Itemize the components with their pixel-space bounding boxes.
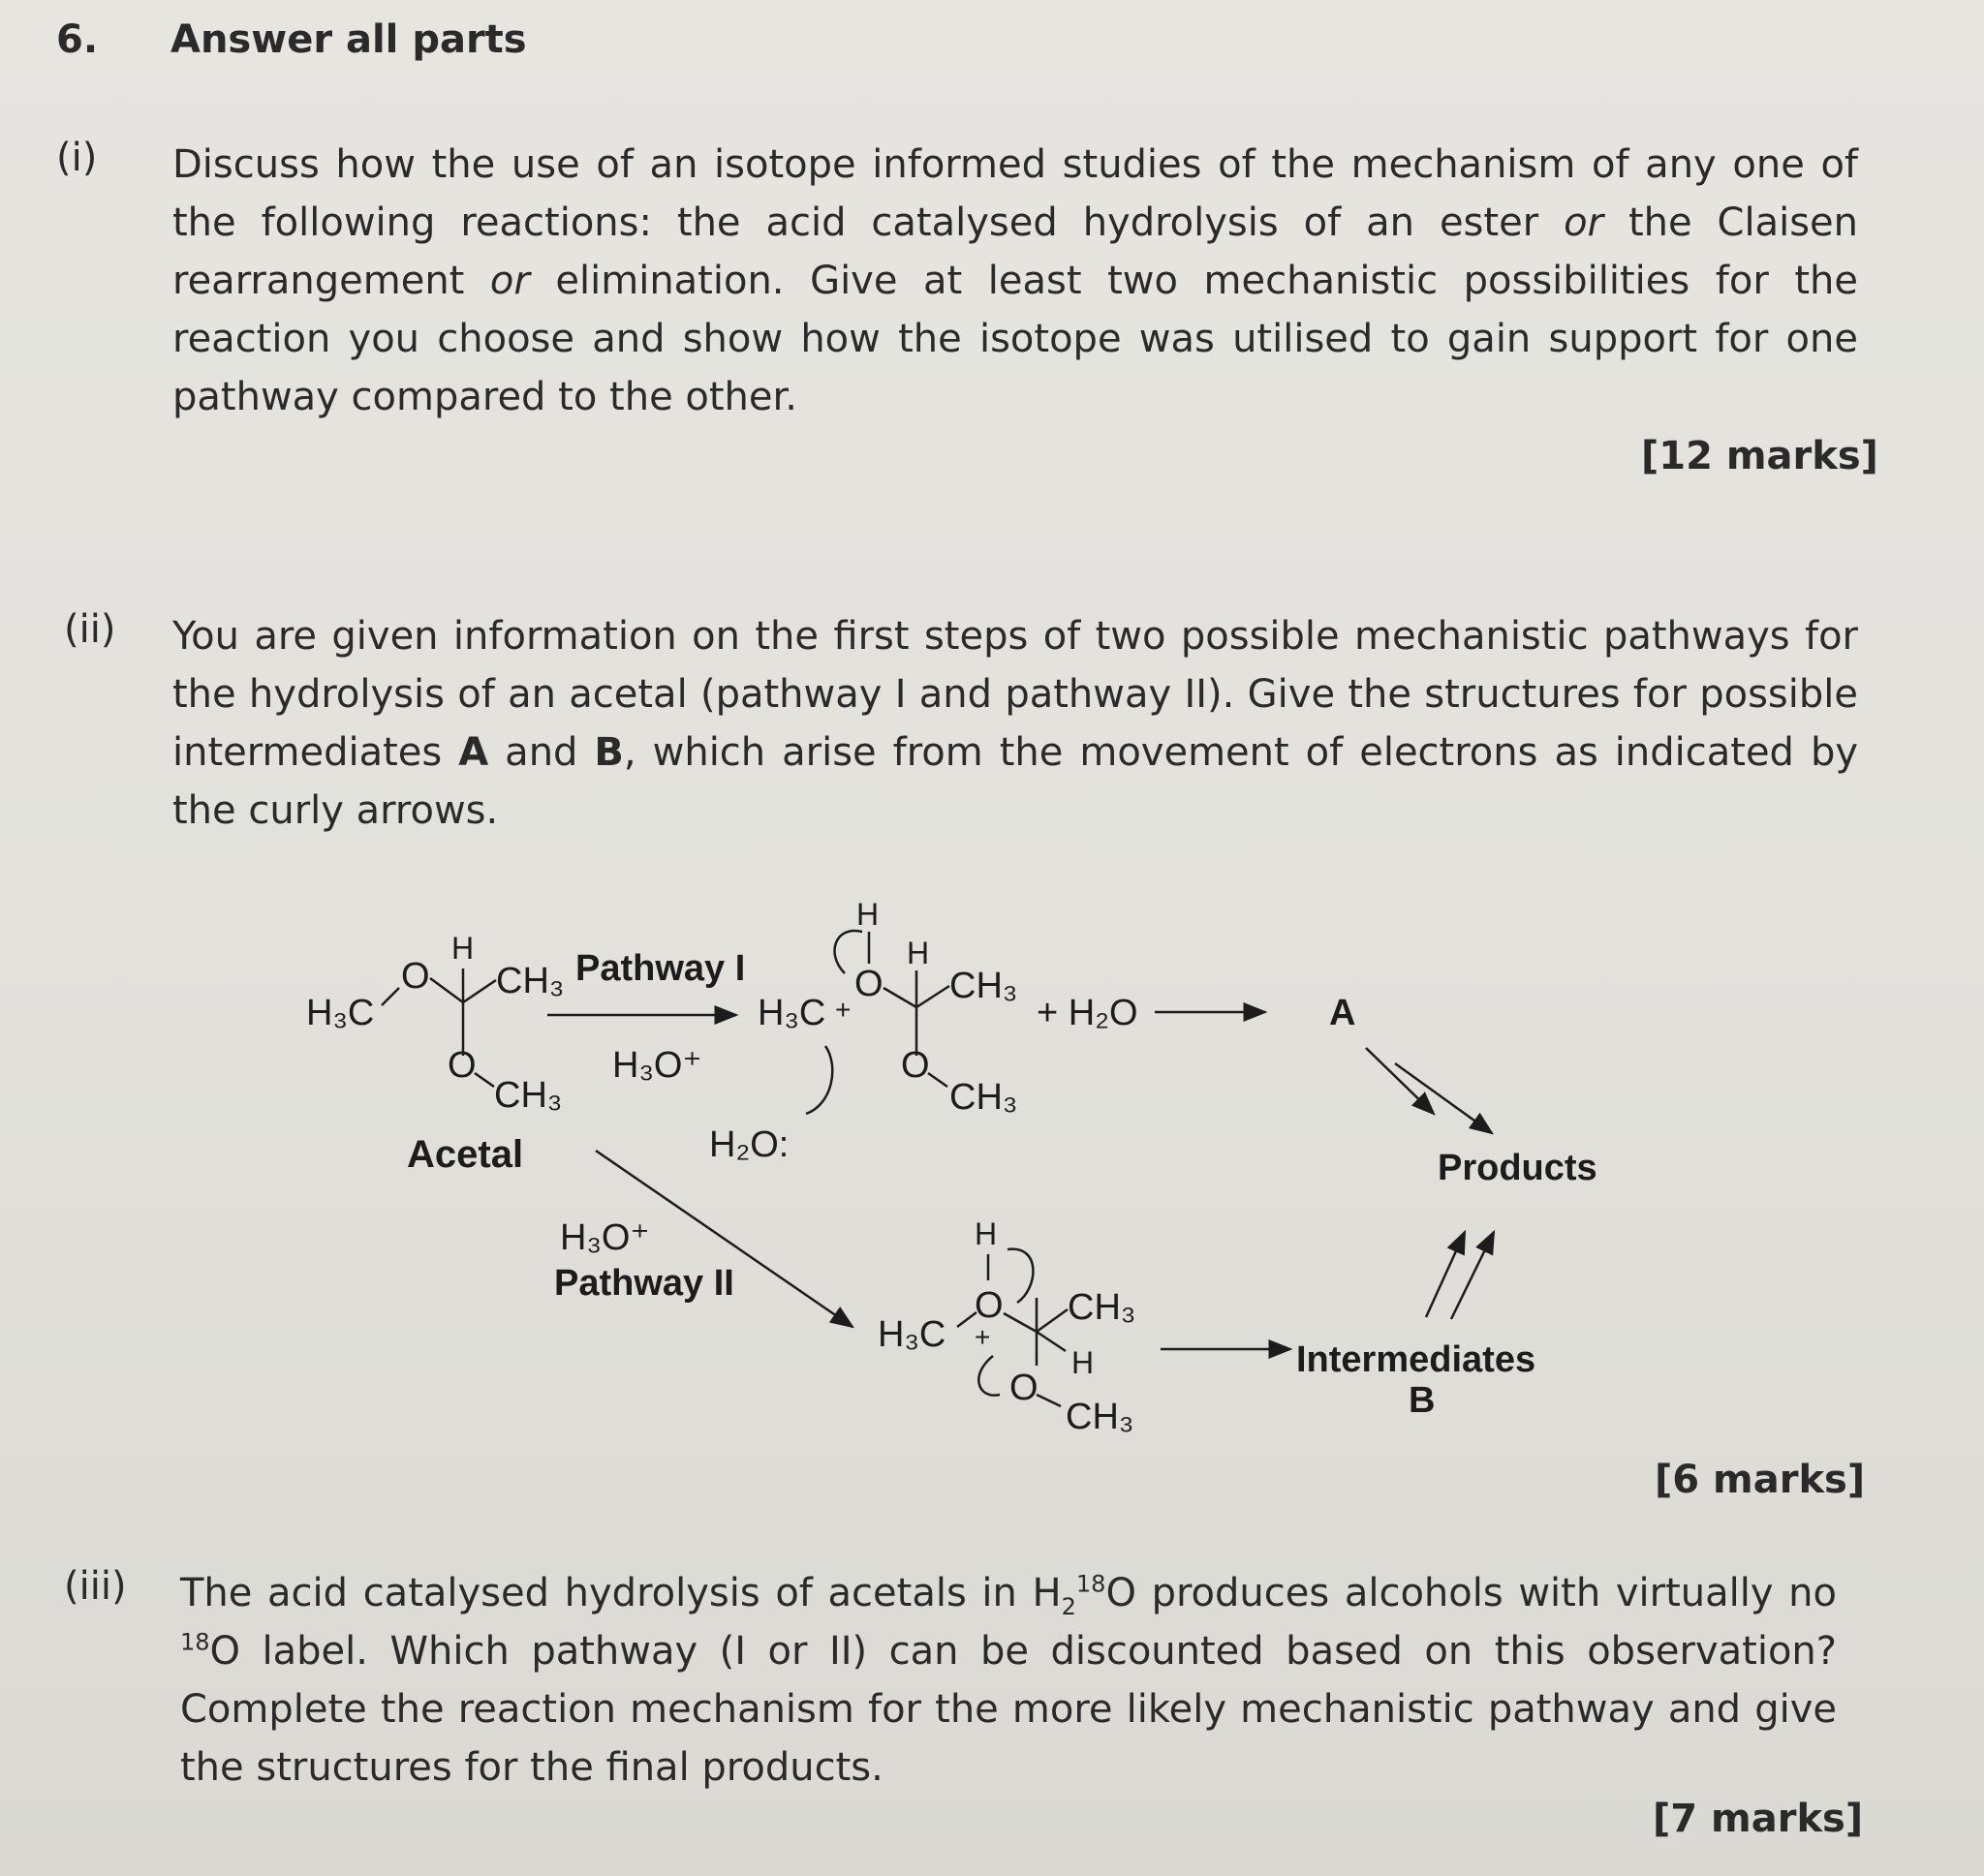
svg-text:H₃C: H₃C [758, 993, 826, 1033]
part-i-marks: [12 marks] [1641, 434, 1878, 478]
svg-text:+: + [835, 995, 852, 1025]
svg-text:H₃O⁺: H₃O⁺ [560, 1217, 650, 1258]
svg-text:CH₃: CH₃ [494, 1075, 563, 1116]
svg-text:CH₃: CH₃ [949, 1077, 1018, 1118]
pathway-i-label: Pathway I [575, 948, 746, 989]
svg-text:H: H [907, 936, 930, 970]
acetal-label: Acetal [407, 1133, 524, 1176]
part-ii-text: You are given information on the first steps of two possible mechanistic pathways for the hydrolysis of an acetal (pathway I and pathway II). Give the structures for possible intermediates A and B, which arise from the movement of electrons as indicated by the curly arrows. [172, 614, 1859, 833]
part-ii-label: (ii) [64, 607, 116, 652]
protonated-acetal-ii [878, 1216, 1135, 1437]
intermediate-b-label: B [1409, 1380, 1436, 1421]
svg-text:O: O [854, 964, 884, 1004]
part-i-text: Discuss how the use of an isotope informed studies of the mechanism of any one of the following reactions: the acid catalysed hydrolysis of an ester or the Claisen rearrangement or elimination. Give at least two mechanistic possibilities for the reaction you choose and show how the isotope was utilised to gain support for one pathway compared to the other. [172, 142, 1859, 419]
part-i-label: (i) [56, 136, 98, 180]
protonated-acetal-i [709, 897, 1017, 1165]
part-iii-text: The acid catalysed hydrolysis of acetals in $H_2^{18}O$ produces alcohols with virtually no $^{18}$O label. Which pathway (I or II) can be discounted based on this observation? Complete the reaction mechanism for the more likely mechanistic pathway and give the structures for the final products. [180, 1570, 1837, 1790]
part-iii-label: (iii) [64, 1564, 127, 1609]
svg-text:H₂O:: H₂O: [709, 1124, 790, 1165]
svg-text:H: H [451, 931, 475, 966]
svg-text:H₃C: H₃C [306, 993, 375, 1033]
svg-text:O: O [448, 1045, 477, 1086]
svg-text:O: O [975, 1285, 1004, 1326]
svg-text:O: O [401, 956, 430, 997]
svg-text:CH₃: CH₃ [1068, 1287, 1136, 1328]
acetal-structure [306, 931, 564, 1176]
svg-text:CH₃: CH₃ [496, 961, 565, 1001]
svg-text:H₃C: H₃C [878, 1314, 946, 1355]
question-title: Answer all parts [170, 17, 527, 62]
intermediate-a-label: A [1329, 993, 1356, 1033]
intermediates-label: Intermediates [1296, 1339, 1536, 1380]
svg-text:O: O [901, 1045, 930, 1086]
question-number: 6. [56, 17, 99, 62]
part-ii-marks: [6 marks] [1655, 1458, 1866, 1502]
svg-text:H: H [1071, 1345, 1095, 1380]
svg-text:CH₃: CH₃ [1066, 1397, 1134, 1437]
svg-text:H: H [975, 1216, 998, 1251]
svg-text:+ H₂O: + H₂O [1037, 993, 1138, 1033]
pathway-ii-label: Pathway II [554, 1263, 734, 1304]
part-iii-marks: [7 marks] [1653, 1797, 1864, 1841]
svg-text:CH₃: CH₃ [949, 966, 1018, 1006]
svg-text:H: H [856, 897, 880, 932]
svg-text:+: + [975, 1322, 991, 1352]
svg-text:H₃O⁺: H₃O⁺ [612, 1045, 702, 1086]
products-label: Products [1438, 1148, 1597, 1188]
svg-text:O: O [1009, 1368, 1038, 1408]
